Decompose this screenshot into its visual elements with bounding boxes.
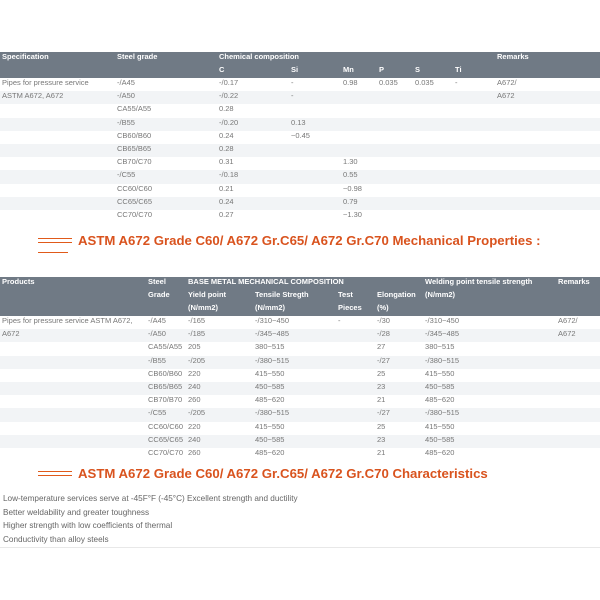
table-cell: 0.21 [219, 183, 234, 193]
table-cell [413, 210, 453, 223]
table-cell [377, 104, 413, 117]
table-cell: -/B55 [146, 356, 186, 369]
table-cell: - [291, 78, 294, 87]
characteristics-heading [0, 465, 600, 487]
table-cell: 0.24 [219, 130, 234, 140]
table-row [0, 131, 600, 144]
table-cell [556, 382, 600, 395]
heading-underline [38, 252, 68, 253]
table-cell: 21 [377, 395, 386, 405]
table-cell [453, 131, 495, 144]
table-cell [289, 184, 341, 197]
table-cell [413, 170, 453, 183]
table-cell [413, 144, 453, 157]
table-cell: 23 [375, 435, 423, 448]
col-remarks: Remarks [556, 277, 600, 290]
heading-rule [38, 475, 72, 476]
table-cell [413, 157, 453, 170]
table-cell: -/27 [375, 408, 423, 421]
table-cell [0, 157, 115, 170]
table-cell [0, 435, 146, 448]
col-s: S [413, 65, 453, 78]
table-cell: 485~620 [425, 395, 455, 405]
table-cell [289, 170, 341, 183]
table-cell: 485~620 [255, 447, 285, 457]
table-cell: CC70/C70 [117, 209, 153, 219]
heading-rule [38, 242, 72, 243]
table-cell: CB65/B65 [146, 382, 186, 395]
table-cell: CC65/C65 [146, 435, 186, 448]
table-cell: -/0.18 [217, 170, 289, 183]
table-cell: 0.55 [341, 170, 377, 183]
chemical-composition-table [0, 52, 600, 223]
table-row [0, 395, 600, 408]
table-cell [453, 157, 495, 170]
table-cell [0, 197, 115, 210]
table-cell: -/380~515 [423, 408, 556, 421]
table-cell: -/A50 [115, 91, 217, 104]
characteristic-item: Better weldability and greater toughness [3, 507, 150, 517]
table-cell [377, 91, 413, 104]
table-cell [341, 118, 377, 131]
table-cell [341, 131, 377, 144]
table-cell: - [289, 91, 341, 104]
mechanical-properties-title: ASTM A672 Grade C60/ A672 Gr.C65/ A672 Gr.C70 Mechanical Properties : [78, 233, 541, 248]
table-cell: A672/ [497, 78, 517, 87]
table-cell: 0.24 [217, 197, 289, 210]
col-test: Test [336, 290, 375, 303]
table-cell: A672/ [558, 316, 578, 325]
table-cell: 415~550 [255, 421, 285, 431]
table-cell [0, 395, 146, 408]
table-cell: -/310~450 [425, 316, 460, 325]
table-cell [453, 91, 495, 104]
table-cell: CA55/A55 [117, 104, 152, 114]
table-cell: -/310~450 [255, 316, 289, 325]
table-cell [495, 144, 600, 157]
col-tensile-strength: Tensile Stregth [253, 290, 336, 303]
divider [0, 547, 600, 548]
table-cell: CC60/C60 [117, 183, 153, 193]
col-c: C [217, 65, 289, 78]
table-cell: 25 [377, 421, 386, 431]
col-steel: Steel [146, 277, 186, 290]
table-cell [413, 104, 453, 117]
table-row [0, 157, 600, 170]
col-steel-grade: Steel grade [115, 52, 217, 65]
table-cell [341, 144, 377, 157]
mechanical-properties-body [0, 316, 600, 461]
table-cell: 1.30 [343, 157, 358, 167]
characteristics-title: ASTM A672 Grade C60/ A672 Gr.C65/ A672 Gr.C70 Characteristics [78, 466, 488, 481]
table-cell: 260 [188, 447, 201, 457]
table-cell: A672 [556, 329, 600, 342]
table-cell: Pipes for pressure service [2, 78, 89, 87]
table-row [0, 197, 600, 210]
table-cell [0, 342, 146, 355]
col-si: Si [289, 65, 341, 78]
table-cell [377, 210, 413, 223]
table-cell [0, 131, 115, 144]
characteristics-list [3, 492, 298, 546]
table-cell: -/0.20 [217, 118, 289, 131]
col-remarks: Remarks [495, 52, 600, 65]
table-cell [413, 197, 453, 210]
table-cell: 415~550 [425, 368, 455, 378]
table-cell: -/C55 [146, 408, 186, 421]
table-cell: -/A50 [146, 329, 186, 342]
table-cell [413, 118, 453, 131]
table-cell: 450~585 [423, 435, 556, 448]
table-cell [453, 184, 495, 197]
table-cell: 450~585 [253, 435, 336, 448]
table-cell: 220 [188, 421, 201, 431]
table-cell: 0.79 [341, 197, 377, 210]
table-cell: 27 [377, 342, 386, 352]
table-cell: ASTM A672, A672 [0, 91, 115, 104]
mechanical-properties-table [0, 277, 600, 461]
table-cell [336, 382, 375, 395]
table-cell [377, 131, 413, 144]
table-cell: 25 [377, 368, 386, 378]
table-cell: A672 [0, 329, 146, 342]
table-cell: 0.035 [379, 78, 398, 87]
table-cell: -/30 [377, 316, 390, 325]
table-cell: -/C55 [115, 170, 217, 183]
heading-rule [38, 471, 72, 472]
table-cell [0, 170, 115, 183]
table-cell [0, 448, 146, 461]
col-welding-unit: (N/mm2) [423, 290, 556, 303]
table-cell: CB70/C70 [117, 157, 152, 167]
table-cell [413, 91, 453, 104]
table-cell: -/A45 [148, 316, 166, 325]
table-cell: CC60/C60 [148, 421, 184, 431]
table-cell [341, 91, 377, 104]
table-cell [0, 356, 146, 369]
table-cell: 240 [186, 382, 253, 395]
table-cell: 450~585 [253, 382, 336, 395]
col-p: P [377, 65, 413, 78]
table-row [0, 210, 600, 223]
table-row [0, 170, 600, 183]
table-cell: -/B55 [115, 118, 217, 131]
table-cell: CB65/B65 [115, 144, 217, 157]
table-cell: CB60/B60 [148, 368, 183, 378]
table-cell [289, 157, 341, 170]
col-welding-point: Welding point tensile strength [423, 277, 556, 290]
table-cell [413, 184, 453, 197]
mechanical-properties-heading [0, 232, 600, 254]
table-cell: ~1.30 [343, 209, 362, 219]
table-cell [556, 408, 600, 421]
col-products: Products [0, 277, 146, 290]
heading-rule [38, 238, 72, 239]
table-cell [556, 369, 600, 382]
table-cell: -/380~515 [253, 408, 336, 421]
table-cell [377, 157, 413, 170]
table-cell: Pipes for pressure service ASTM A672, [2, 316, 133, 325]
table-cell: CC70/C70 [148, 447, 184, 457]
table-row [0, 144, 600, 157]
table-row [0, 356, 600, 369]
characteristic-item: Higher strength with low coefficients of thermal [3, 521, 173, 530]
table-cell [453, 197, 495, 210]
table-cell: A672 [495, 91, 600, 104]
table-cell: 450~585 [423, 382, 556, 395]
table-cell [556, 342, 600, 355]
table-cell [495, 157, 600, 170]
table-cell: 0.98 [343, 78, 358, 87]
table-cell [0, 104, 115, 117]
table-row [0, 329, 600, 342]
table-cell: - [455, 78, 458, 87]
table-cell [0, 184, 115, 197]
table-cell: 0.035 [415, 78, 434, 87]
table-cell: -/205 [186, 356, 253, 369]
table-cell [377, 184, 413, 197]
col-grade: Grade [146, 290, 186, 303]
table-cell: -/0.17 [219, 78, 239, 87]
table-cell [336, 408, 375, 421]
table-cell [556, 356, 600, 369]
table-cell: -/0.22 [217, 91, 289, 104]
table-cell [0, 408, 146, 421]
table-row [0, 448, 600, 461]
table-cell [336, 422, 375, 435]
col-base-metal: BASE METAL MECHANICAL COMPOSITION [186, 277, 423, 290]
table-cell [377, 197, 413, 210]
table-cell: 260 [188, 395, 201, 405]
table-cell [0, 369, 146, 382]
col-specification: Specification [0, 52, 115, 65]
table-cell: -/165 [188, 316, 206, 325]
table-cell [0, 144, 115, 157]
table-cell [377, 144, 413, 157]
table-cell: 220 [188, 368, 201, 378]
table-cell [453, 118, 495, 131]
col-pieces: Pieces [336, 303, 375, 316]
col-yield-point: Yield point [186, 290, 253, 303]
table-cell: -/345~485 [423, 329, 556, 342]
col-elongation: Elongation [375, 290, 423, 303]
table-cell [0, 210, 115, 223]
table-cell [377, 118, 413, 131]
table-cell: 415~550 [255, 368, 285, 378]
table-cell: -/205 [186, 408, 253, 421]
table-cell: CA55/A55 [148, 342, 183, 352]
table-cell [336, 448, 375, 461]
col-elongation-unit: (%) [375, 303, 423, 316]
table-cell [453, 144, 495, 157]
table-row [0, 316, 600, 329]
table-cell [336, 356, 375, 369]
table-cell [556, 422, 600, 435]
table-cell: 0.28 [217, 144, 289, 157]
table-row [0, 118, 600, 131]
col-chemical-composition: Chemical composition [217, 52, 495, 65]
table-row [0, 422, 600, 435]
table-row [0, 369, 600, 382]
table-cell [289, 144, 341, 157]
table-cell [556, 435, 600, 448]
table-cell [341, 104, 377, 117]
table-cell: 205 [188, 342, 201, 352]
table-cell: -/380~515 [253, 356, 336, 369]
table-cell: 485~620 [255, 395, 285, 405]
table-cell [495, 131, 600, 144]
table-cell: CB60/B60 [117, 130, 152, 140]
col-tensile-unit: (N/mm2) [253, 303, 336, 316]
table-cell [336, 329, 375, 342]
table-cell [289, 197, 341, 210]
table-cell [336, 395, 375, 408]
table-cell [0, 382, 146, 395]
table-cell: 21 [377, 447, 386, 457]
table-row [0, 78, 600, 91]
table-cell: 485~620 [425, 447, 455, 457]
table-cell: -/28 [375, 329, 423, 342]
table-cell [556, 448, 600, 461]
table-cell [336, 342, 375, 355]
table-cell: -/A45 [117, 78, 135, 87]
table-row [0, 184, 600, 197]
table-cell: -/185 [186, 329, 253, 342]
table-cell [495, 197, 600, 210]
table-cell [336, 435, 375, 448]
table-cell [289, 210, 341, 223]
table-cell [495, 118, 600, 131]
table-cell [495, 170, 600, 183]
table-cell: 0.28 [219, 104, 234, 114]
table-cell [377, 170, 413, 183]
table-cell [336, 369, 375, 382]
table-cell [289, 104, 341, 117]
table-cell: ~0.45 [291, 130, 310, 140]
table-cell [556, 395, 600, 408]
table-cell: 0.13 [289, 118, 341, 131]
table-cell [0, 118, 115, 131]
table-row [0, 382, 600, 395]
col-yield-unit: (N/mm2) [186, 303, 253, 316]
table-cell: 380~515 [255, 342, 285, 352]
characteristic-item: Conductivity than alloy steels [3, 534, 109, 544]
table-cell: - [338, 316, 341, 325]
table-cell: CB70/B70 [148, 395, 183, 405]
chemical-composition-body [0, 78, 600, 223]
table-row [0, 104, 600, 117]
table-cell [413, 131, 453, 144]
table-row [0, 435, 600, 448]
table-cell: -/380~515 [423, 356, 556, 369]
table-cell: -/345~485 [253, 329, 336, 342]
table-cell [453, 170, 495, 183]
table-cell: CC65/C65 [115, 197, 217, 210]
col-mn: Mn [341, 65, 377, 78]
table-row [0, 91, 600, 104]
table-cell [0, 422, 146, 435]
table-cell [495, 104, 600, 117]
table-cell: 240 [186, 435, 253, 448]
table-cell [453, 104, 495, 117]
table-cell: ~0.98 [343, 183, 362, 193]
table-cell [495, 210, 600, 223]
table-cell: -/27 [375, 356, 423, 369]
table-cell [495, 184, 600, 197]
table-cell: 0.31 [219, 157, 234, 167]
characteristic-item: Low-temperature services serve at -45F°F (-45°C) Excellent strength and ductility [3, 494, 298, 503]
table-cell: 0.27 [219, 209, 234, 219]
table-cell: 380~515 [425, 342, 455, 352]
table-row [0, 342, 600, 355]
table-cell: 23 [375, 382, 423, 395]
table-cell: 415~550 [425, 421, 455, 431]
col-ti: Ti [453, 65, 495, 78]
table-row [0, 408, 600, 421]
table-cell [453, 210, 495, 223]
